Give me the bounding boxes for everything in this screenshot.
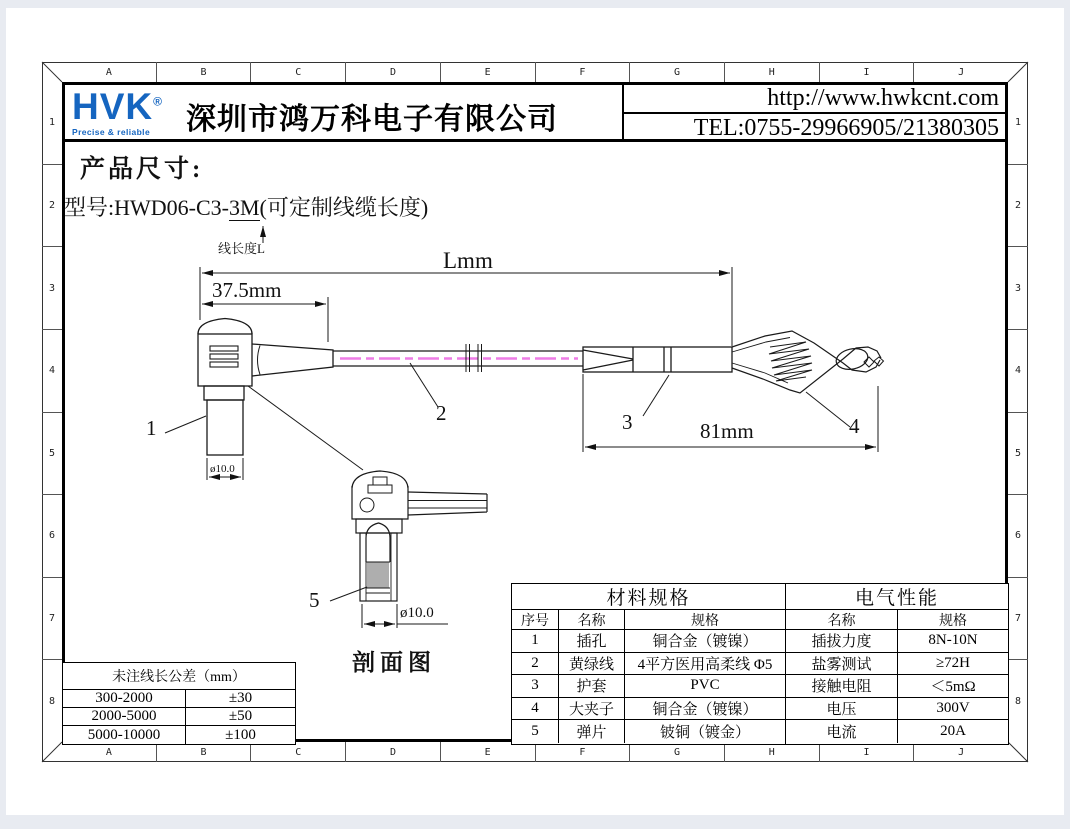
section-view-label: 剖面图 [352, 650, 436, 675]
range-cell: 300-2000 [63, 690, 186, 707]
company-name: 深圳市鸿万科电子有限公司 [186, 103, 558, 136]
index-cell: 3 [512, 675, 559, 697]
table-header-row [512, 610, 785, 630]
index-cell: 4 [512, 698, 559, 720]
col-header: 序号 [512, 610, 559, 629]
table-row [63, 708, 295, 726]
electrical-table-title: 电气性能 [786, 584, 1008, 610]
name-cell: 插拔力度 [786, 630, 898, 652]
spec-cell: 20A [940, 723, 966, 740]
table-header-row [786, 610, 1008, 630]
callout-1: 1 [146, 416, 157, 440]
table-row [63, 726, 295, 744]
zone-col-label: J [958, 746, 965, 758]
tolerance-cell: ±50 [228, 708, 253, 724]
zone-col-label: I [820, 62, 915, 82]
clip-boot-drawing [583, 347, 732, 372]
table-row [512, 675, 785, 698]
tolerance-cell: ±30 [228, 690, 253, 706]
zone-col-label: A [62, 62, 157, 82]
zone-row-label: 1 [1008, 82, 1028, 165]
table-row [786, 653, 1008, 676]
table-row [512, 698, 785, 721]
zone-row-label: 7 [1008, 578, 1028, 661]
spec-cell: 300V [936, 700, 970, 717]
zone-col-label: J [958, 66, 965, 78]
zone-row-label: 4 [1008, 330, 1028, 413]
spec-cell: ＜5mΩ [930, 679, 976, 696]
spec-cell: ≥72H [935, 654, 971, 671]
registered-mark-icon: ® [153, 94, 163, 109]
zone-col-label: F [536, 62, 631, 82]
zone-row-label: 5 [1008, 413, 1028, 496]
zone-row-label: 1 [42, 82, 62, 165]
table-row [786, 630, 1008, 653]
electrical-table [785, 583, 1009, 745]
range-cell: 5000-10000 [63, 726, 186, 744]
spec-cell: 4平方医用高柔线 Φ5 [637, 656, 773, 673]
zone-row-label: 2 [1008, 165, 1028, 248]
zone-col-label: H [725, 742, 820, 762]
table-row [786, 675, 1008, 698]
zone-col-label: B [157, 62, 252, 82]
zone-col-label: B [157, 742, 252, 762]
logo-text: HVK® [72, 86, 163, 127]
col-header: 规格 [939, 613, 967, 629]
col-header: 规格 [691, 613, 719, 629]
name-cell: 护套 [559, 675, 625, 697]
zone-col-label: E [441, 62, 536, 82]
zone-col-label: E [441, 742, 536, 762]
spring-coil-hatch [368, 562, 388, 588]
zone-row-label: 5 [42, 413, 62, 496]
col-header: 名称 [786, 610, 898, 629]
logo-tagline: Precise & reliable [72, 127, 151, 137]
name-cell: 黄绿线 [559, 653, 625, 675]
table-row [63, 690, 295, 708]
callout-4: 4 [849, 414, 860, 438]
model-number: 型号:HWD06-C3-3M(可定制线缆长度) [64, 195, 429, 220]
col-header: 名称 [559, 610, 625, 629]
zone-col-label: D [346, 62, 441, 82]
cable-drawing [333, 344, 583, 372]
section-title: 产品尺寸: [80, 156, 204, 183]
alligator-clip-drawing [732, 331, 884, 393]
table-row [512, 720, 785, 743]
zone-col-label: I [820, 742, 915, 762]
telephone: TEL:0755-29966905/21380305 [693, 114, 999, 141]
table-row [512, 630, 785, 653]
index-cell: 5 [512, 720, 559, 743]
wire-length-note: 线长度L [218, 241, 265, 256]
zone-col-label: H [725, 62, 820, 82]
tolerance-cell: ±100 [225, 726, 256, 743]
name-cell: 大夹子 [559, 698, 625, 720]
zone-col-label: C [251, 742, 346, 762]
table-row [786, 720, 1008, 743]
dim-section-diameter: ø10.0 [400, 605, 434, 621]
tolerance-table-title: 未注线长公差（mm） [63, 663, 295, 690]
name-cell: 插孔 [559, 630, 625, 652]
zone-row-label: 2 [42, 165, 62, 248]
zone-row-label: 8 [1014, 695, 1022, 707]
zone-row-label: 6 [1008, 495, 1028, 578]
dim-clip-length: 81mm [700, 419, 754, 443]
spec-cell: 铍铜（镀金） [659, 725, 750, 742]
section-view-drawing [352, 471, 487, 601]
callout-3: 3 [622, 410, 633, 434]
tolerance-table [62, 662, 296, 745]
table-row [512, 653, 785, 676]
table-row [786, 698, 1008, 721]
dim-plug-diameter: ø10.0 [210, 463, 235, 475]
name-cell: 接触电阻 [786, 675, 898, 697]
name-cell: 电流 [786, 720, 898, 743]
spec-cell: 铜合金（镀镍） [652, 702, 758, 719]
range-cell: 2000-5000 [63, 708, 186, 725]
dimension-lines [200, 267, 878, 628]
spec-cell: PVC [690, 677, 720, 694]
name-cell: 盐雾测试 [786, 653, 898, 675]
material-table-title: 材料规格 [512, 584, 785, 610]
zone-col-label: G [630, 742, 725, 762]
zone-col-label: F [536, 742, 631, 762]
zone-col-label: D [346, 742, 441, 762]
model-custom-length: 3M [228, 195, 260, 220]
zone-col-label: G [630, 62, 725, 82]
spec-cell: 8N-10N [928, 632, 978, 649]
zone-row-label: 6 [42, 495, 62, 578]
index-cell: 2 [512, 653, 559, 675]
index-cell: 1 [512, 630, 559, 652]
zone-row-label: 8 [48, 695, 56, 707]
zone-row-label: 4 [42, 330, 62, 413]
zone-row-label: 3 [1008, 247, 1028, 330]
name-cell: 弹片 [559, 720, 625, 743]
material-table [511, 583, 786, 745]
plug-connector-drawing [198, 319, 333, 456]
dim-connector-length: 37.5mm [212, 278, 282, 302]
zone-row-label: 7 [42, 578, 62, 661]
website-url: http://www.hwkcnt.com [624, 85, 1005, 114]
callout-2: 2 [436, 401, 447, 425]
spec-cell: 铜合金（镀镍） [652, 634, 758, 651]
callout-5: 5 [309, 588, 320, 612]
dim-total-length: Lmm [443, 248, 493, 273]
name-cell: 电压 [786, 698, 898, 720]
zone-row-label: 3 [42, 247, 62, 330]
zone-col-label: C [251, 62, 346, 82]
zone-col-label: A [62, 742, 157, 762]
